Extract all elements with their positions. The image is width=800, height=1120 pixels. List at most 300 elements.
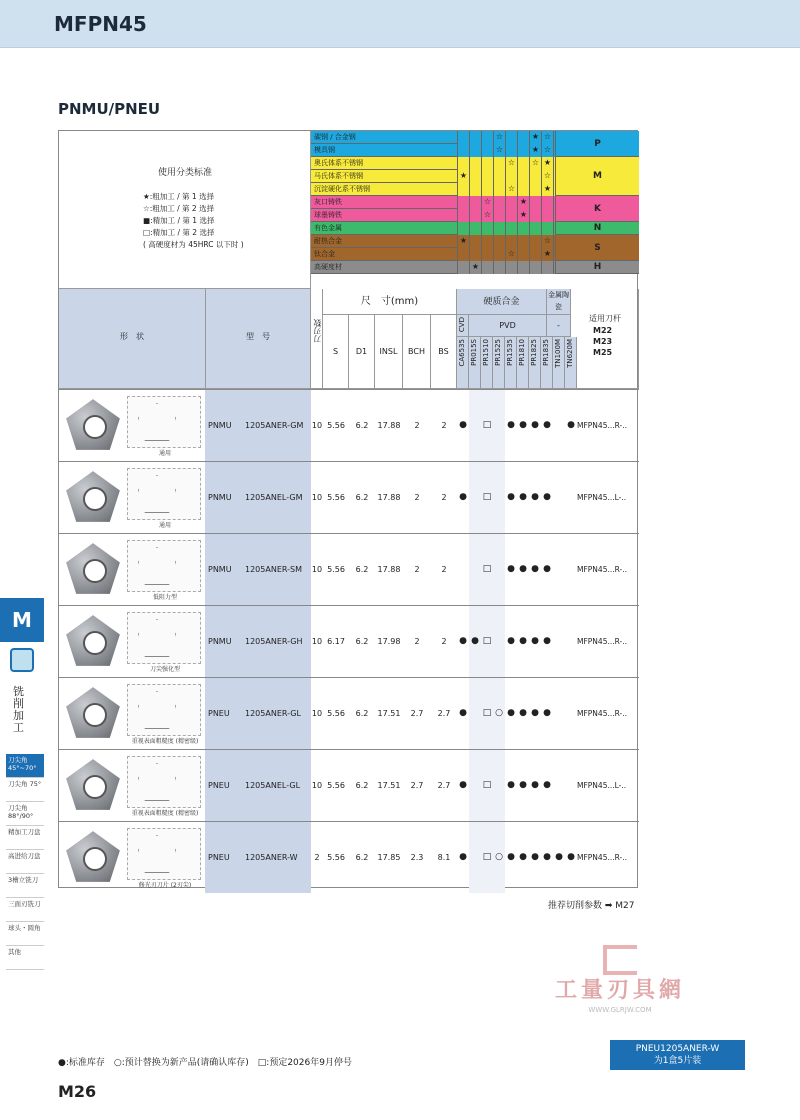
grade-col-cell bbox=[457, 337, 469, 389]
material-mark: ★ bbox=[541, 157, 553, 170]
holder-code: M22 bbox=[593, 326, 613, 335]
material-mark bbox=[493, 235, 505, 248]
nav-item[interactable]: 球头・圆角 bbox=[6, 922, 44, 946]
stock-mark bbox=[493, 534, 505, 605]
material-mark bbox=[469, 248, 481, 261]
material-row: 球墨铸铁 bbox=[311, 209, 457, 222]
table-row bbox=[59, 749, 639, 821]
stock-mark: ● bbox=[531, 708, 539, 718]
nav-item[interactable]: 刀尖角 88°/90° bbox=[6, 802, 44, 826]
dim-value: 6.17 bbox=[327, 637, 345, 646]
col-cvd-cell bbox=[457, 315, 469, 337]
material-mark bbox=[469, 144, 481, 157]
material-mark bbox=[505, 235, 517, 248]
stock-mark bbox=[457, 534, 469, 605]
stock-mark: ● bbox=[555, 852, 563, 862]
stock-mark: ● bbox=[531, 420, 539, 430]
grade-col: PR1835 bbox=[542, 339, 550, 366]
grade-col: PR1535 bbox=[506, 339, 514, 366]
insert-photo bbox=[65, 398, 121, 452]
page-number: M26 bbox=[58, 1082, 97, 1101]
dim-value: 2 bbox=[414, 421, 420, 430]
stock-mark bbox=[493, 750, 505, 821]
material-row: 高硬度材 bbox=[311, 261, 457, 274]
insert-type: PNEU bbox=[208, 853, 230, 862]
stock-mark: ● bbox=[507, 708, 515, 718]
dim-value: 2.7 bbox=[410, 781, 424, 790]
grade-col: PR015S bbox=[470, 339, 478, 366]
stock-mark: ● bbox=[507, 780, 515, 790]
stock-mark: ● bbox=[543, 708, 551, 718]
nav-item[interactable]: 精加工刀盘 bbox=[6, 826, 44, 850]
material-mark bbox=[505, 209, 517, 222]
material-mark: ★ bbox=[541, 183, 553, 196]
dim-value: 17.51 bbox=[377, 709, 401, 718]
material-mark: ★ bbox=[529, 131, 541, 144]
material-mark bbox=[481, 144, 493, 157]
stock-mark: ● bbox=[519, 636, 527, 646]
stock-mark: □ bbox=[481, 390, 493, 461]
stock-mark bbox=[493, 606, 505, 677]
stock-mark: ● bbox=[531, 564, 539, 574]
material-mark bbox=[493, 248, 505, 261]
dim-value: 2 bbox=[441, 493, 447, 502]
material-mark bbox=[541, 196, 553, 209]
shape-caption: 刀尖强化型 bbox=[149, 666, 180, 673]
model-code: 1205ANER-W bbox=[245, 853, 298, 862]
insert-type: PNMU bbox=[208, 493, 232, 502]
material-mark bbox=[481, 235, 493, 248]
shape-caption: 通用 bbox=[158, 522, 171, 529]
material-mark: ☆ bbox=[541, 170, 553, 183]
grade-col: PR1825 bbox=[530, 339, 538, 366]
material-mark bbox=[517, 261, 529, 274]
holder-ref: MFPN45...R-.. bbox=[577, 709, 627, 718]
material-mark bbox=[493, 261, 505, 274]
logo-text: 工量刃具網 bbox=[554, 978, 685, 1003]
dim-value: 2 bbox=[441, 565, 447, 574]
material-mark: ★ bbox=[529, 144, 541, 157]
material-mark bbox=[469, 196, 481, 209]
material-mark bbox=[529, 261, 541, 274]
material-mark bbox=[481, 248, 493, 261]
dim-value: 6.2 bbox=[355, 709, 369, 718]
material-mark: ☆ bbox=[541, 131, 553, 144]
stock-mark: ● bbox=[519, 564, 527, 574]
material-mark bbox=[493, 196, 505, 209]
shape-caption: 修光刃刀片 (2刃尖) bbox=[138, 882, 192, 889]
insert-photo bbox=[65, 758, 121, 812]
logo-url: WWW.GLRJW.COM bbox=[588, 1006, 652, 1014]
nav-item[interactable]: 高进给刀盘 bbox=[6, 850, 44, 874]
stock-mark: □ bbox=[481, 822, 493, 893]
grade-col: CA6535 bbox=[458, 339, 466, 367]
stock-mark: ● bbox=[531, 636, 539, 646]
material-mark: ★ bbox=[457, 170, 469, 183]
material-row: 奥氏体系不锈钢 bbox=[311, 157, 457, 170]
table-row bbox=[59, 677, 639, 749]
stock-mark bbox=[493, 462, 505, 533]
stock-mark: □ bbox=[481, 678, 493, 749]
nav-item[interactable]: 3槽立铣刀 bbox=[6, 874, 44, 898]
nav-item[interactable]: 其他 bbox=[6, 946, 44, 970]
material-mark: ★ bbox=[457, 235, 469, 248]
material-mark bbox=[517, 144, 529, 157]
nav-item[interactable]: 三面刃铣刀 bbox=[6, 898, 44, 922]
model-code: 1205ANER-GH bbox=[245, 637, 303, 646]
insert-type: PNEU bbox=[208, 781, 230, 790]
shape-caption: 重视表面粗糙度 (精密级) bbox=[131, 810, 199, 817]
material-mark bbox=[457, 131, 469, 144]
material-mark bbox=[481, 170, 493, 183]
material-mark: ★ bbox=[469, 261, 481, 274]
dim-value: 2.3 bbox=[410, 853, 424, 862]
stock-mark: ● bbox=[543, 852, 551, 862]
material-mark bbox=[517, 170, 529, 183]
material-mark: ☆ bbox=[529, 157, 541, 170]
spec-table bbox=[58, 130, 638, 888]
dim-value: 6.2 bbox=[355, 565, 369, 574]
table-row bbox=[59, 605, 639, 677]
shape-caption: 低阻力型 bbox=[152, 594, 177, 601]
col-dims: 尺 寸(mm) bbox=[323, 289, 457, 315]
stock-mark: ● bbox=[459, 852, 467, 862]
stock-mark: ● bbox=[567, 852, 575, 862]
material-mark: ☆ bbox=[505, 183, 517, 196]
section-tab-m[interactable]: M bbox=[0, 598, 44, 642]
material-mark bbox=[469, 157, 481, 170]
material-mark bbox=[517, 235, 529, 248]
col-dash: - bbox=[547, 315, 571, 337]
dim-value: 17.51 bbox=[377, 781, 401, 790]
insert-type: PNEU bbox=[208, 709, 230, 718]
material-mark bbox=[469, 131, 481, 144]
dim-col: D1 bbox=[349, 315, 375, 389]
stock-mark: ● bbox=[507, 420, 515, 430]
group-S: S bbox=[555, 235, 639, 261]
dim-value: 17.98 bbox=[377, 637, 401, 646]
insert-drawing bbox=[127, 468, 201, 520]
material-mark: ☆ bbox=[481, 209, 493, 222]
stock-mark: ○ bbox=[493, 678, 505, 749]
grade-col-cell bbox=[505, 337, 517, 389]
dim-value: 2.7 bbox=[437, 781, 451, 790]
logo-mark bbox=[603, 945, 637, 975]
col-teeth-cell bbox=[311, 289, 323, 389]
insert-drawing bbox=[127, 396, 201, 448]
milling-icon bbox=[10, 648, 34, 672]
holder-list bbox=[593, 325, 612, 358]
stock-mark: ● bbox=[531, 780, 539, 790]
stock-mark: ● bbox=[543, 420, 551, 430]
material-mark: ☆ bbox=[505, 157, 517, 170]
model-code: 1205ANEL-GM bbox=[245, 493, 303, 502]
legend-box bbox=[59, 131, 311, 289]
stock-mark bbox=[553, 678, 565, 749]
dim-value: 5.56 bbox=[327, 565, 345, 574]
model-code: 1205ANER-GL bbox=[245, 709, 301, 718]
grade-col-cell bbox=[517, 337, 529, 389]
stock-mark bbox=[469, 534, 481, 605]
material-row: 灰口铸铁 bbox=[311, 196, 457, 209]
stock-mark bbox=[469, 750, 481, 821]
cutting-ref-link[interactable]: 推荐切削参数 ➡ M27 bbox=[548, 901, 635, 911]
insert-drawing bbox=[127, 612, 201, 664]
table-row bbox=[59, 533, 639, 605]
stock-mark: □ bbox=[481, 534, 493, 605]
material-mark bbox=[493, 209, 505, 222]
stock-mark: ● bbox=[459, 636, 467, 646]
model-code: 1205ANER-SM bbox=[245, 565, 302, 574]
group-H: H bbox=[555, 261, 639, 274]
holder-code: M23 bbox=[593, 337, 613, 346]
material-mark bbox=[457, 222, 469, 235]
footnote-legend: ●:标准库存 ○:预计替换为新产品(请确认库存) □:预定2026年9月停号 bbox=[58, 1058, 352, 1068]
insert-photo bbox=[65, 614, 121, 668]
stock-mark: ● bbox=[543, 564, 551, 574]
material-row: 沉淀硬化系不锈钢 bbox=[311, 183, 457, 196]
material-mark: ☆ bbox=[481, 196, 493, 209]
dim-col: BS bbox=[431, 315, 457, 389]
material-mark bbox=[457, 157, 469, 170]
dim-col: S bbox=[323, 315, 349, 389]
material-mark: ☆ bbox=[493, 144, 505, 157]
dim-value: 6.2 bbox=[355, 421, 369, 430]
material-mark: ★ bbox=[517, 209, 529, 222]
material-mark bbox=[529, 209, 541, 222]
dim-value: 10 bbox=[311, 421, 323, 430]
stock-mark bbox=[493, 390, 505, 461]
material-mark: ☆ bbox=[505, 248, 517, 261]
group-M: M bbox=[555, 157, 639, 196]
stock-mark: ● bbox=[507, 564, 515, 574]
insert-type: PNMU bbox=[208, 421, 232, 430]
nav-item[interactable]: 刀尖角 45°~70° bbox=[6, 754, 44, 778]
material-mark: ★ bbox=[517, 196, 529, 209]
dim-value: 2.7 bbox=[410, 709, 424, 718]
insert-photo bbox=[65, 542, 121, 596]
stock-mark: ● bbox=[519, 852, 527, 862]
model-code: 1205ANEL-GL bbox=[245, 781, 301, 790]
material-mark bbox=[457, 196, 469, 209]
material-mark bbox=[529, 222, 541, 235]
material-row: 钛合金 bbox=[311, 248, 457, 261]
material-mark bbox=[469, 183, 481, 196]
material-row: 碳钢 / 合金钢 bbox=[311, 131, 457, 144]
table-row bbox=[59, 389, 639, 461]
dim-value: 17.88 bbox=[377, 565, 401, 574]
material-mark bbox=[505, 170, 517, 183]
material-mark bbox=[529, 196, 541, 209]
page-title: MFPN45 bbox=[54, 12, 147, 36]
material-mark bbox=[529, 235, 541, 248]
material-mark bbox=[505, 261, 517, 274]
col-cvd: CVD bbox=[458, 317, 466, 333]
material-mark bbox=[469, 170, 481, 183]
stock-mark: ● bbox=[519, 708, 527, 718]
stock-mark: ● bbox=[543, 780, 551, 790]
dim-value: 2 bbox=[414, 565, 420, 574]
legend-line: ★:粗加工 / 第 1 选择 bbox=[143, 192, 215, 201]
material-row: 有色金属 bbox=[311, 222, 457, 235]
dim-col: BCH bbox=[403, 315, 431, 389]
stock-mark: □ bbox=[481, 462, 493, 533]
table-row bbox=[59, 461, 639, 533]
dim-value: 5.56 bbox=[327, 853, 345, 862]
stock-mark: ● bbox=[507, 852, 515, 862]
material-mark: ☆ bbox=[541, 144, 553, 157]
pack-note-qty: 为1盒5片装 bbox=[653, 1056, 702, 1066]
dim-value: 10 bbox=[311, 781, 323, 790]
legend-line: ( 高硬度材为 45HRC 以下时 ) bbox=[143, 240, 244, 249]
legend-line: □:精加工 / 第 2 选择 bbox=[143, 228, 215, 237]
model-code: 1205ANER-GM bbox=[245, 421, 304, 430]
stock-mark: ● bbox=[459, 420, 467, 430]
dim-value: 2 bbox=[414, 493, 420, 502]
stock-mark: ● bbox=[543, 636, 551, 646]
dim-value: 5.56 bbox=[327, 421, 345, 430]
stock-mark: ● bbox=[459, 708, 467, 718]
holder-ref: MFPN45...R-.. bbox=[577, 853, 627, 862]
page-header bbox=[0, 0, 800, 48]
material-row: 耐热合金 bbox=[311, 235, 457, 248]
material-mark bbox=[493, 183, 505, 196]
holder-ref: MFPN45...R-.. bbox=[577, 421, 627, 430]
series-subtitle: PNMU/PNEU bbox=[58, 100, 161, 118]
shape-caption: 通用 bbox=[158, 450, 171, 457]
legend-line: ☆:粗加工 / 第 2 选择 bbox=[143, 204, 215, 213]
dim-value: 2 bbox=[441, 637, 447, 646]
material-mark bbox=[457, 248, 469, 261]
table-row bbox=[59, 821, 639, 893]
stock-mark: ○ bbox=[493, 822, 505, 893]
material-mark bbox=[517, 131, 529, 144]
material-mark bbox=[457, 183, 469, 196]
insert-photo bbox=[65, 830, 121, 884]
insert-drawing bbox=[127, 756, 201, 808]
stock-mark: ● bbox=[459, 780, 467, 790]
insert-drawing bbox=[127, 540, 201, 592]
stock-mark: ● bbox=[519, 780, 527, 790]
material-mark bbox=[541, 222, 553, 235]
insert-type: PNMU bbox=[208, 637, 232, 646]
material-row: 模具钢 bbox=[311, 144, 457, 157]
holder-ref: MFPN45...R-.. bbox=[577, 565, 627, 574]
insert-type: PNMU bbox=[208, 565, 232, 574]
dim-value: 5.56 bbox=[327, 709, 345, 718]
grade-col: PR1510 bbox=[482, 339, 490, 366]
stock-mark: ● bbox=[567, 420, 575, 430]
dim-value: 5.56 bbox=[327, 781, 345, 790]
dim-value: 17.88 bbox=[377, 421, 401, 430]
grade-col-cell bbox=[553, 337, 565, 389]
material-mark bbox=[469, 235, 481, 248]
stock-mark: ● bbox=[507, 492, 515, 502]
material-mark bbox=[481, 131, 493, 144]
dim-value: 6.2 bbox=[355, 781, 369, 790]
col-carbide: 硬质合金 bbox=[457, 289, 547, 315]
material-mark bbox=[469, 209, 481, 222]
material-mark bbox=[517, 157, 529, 170]
material-mark bbox=[529, 183, 541, 196]
stock-mark: ● bbox=[469, 606, 481, 677]
grade-col: PR1810 bbox=[518, 339, 526, 366]
legend-title: 使用分类标准 bbox=[157, 168, 212, 178]
material-mark bbox=[505, 196, 517, 209]
dim-col: INSL bbox=[375, 315, 403, 389]
dim-value: 17.85 bbox=[377, 853, 401, 862]
material-mark bbox=[469, 222, 481, 235]
dim-value: 6.2 bbox=[355, 493, 369, 502]
grade-col-cell bbox=[493, 337, 505, 389]
dim-value: 6.2 bbox=[355, 637, 369, 646]
dim-value: 6.2 bbox=[355, 853, 369, 862]
grade-col-cell bbox=[481, 337, 493, 389]
material-mark bbox=[481, 183, 493, 196]
stock-mark bbox=[553, 750, 565, 821]
col-shape: 形 状 bbox=[120, 332, 144, 341]
stock-mark bbox=[553, 390, 565, 461]
stock-mark: ● bbox=[507, 636, 515, 646]
stock-mark bbox=[553, 606, 565, 677]
material-mark: ★ bbox=[541, 248, 553, 261]
stock-mark: □ bbox=[481, 750, 493, 821]
grade-col-cell bbox=[529, 337, 541, 389]
material-mark bbox=[517, 248, 529, 261]
legend-lines bbox=[143, 191, 244, 251]
dim-value: 10 bbox=[311, 637, 323, 646]
legend-line: ■:精加工 / 第 1 选择 bbox=[143, 216, 215, 225]
holder-ref: MFPN45...L-.. bbox=[577, 493, 627, 502]
material-mark bbox=[517, 222, 529, 235]
material-mark bbox=[505, 222, 517, 235]
material-mark bbox=[517, 183, 529, 196]
material-mark bbox=[505, 131, 517, 144]
material-mark bbox=[529, 170, 541, 183]
holder-label: 适用刀杆 bbox=[589, 314, 621, 323]
grade-col: PR1525 bbox=[494, 339, 502, 366]
stock-mark: ● bbox=[531, 852, 539, 862]
section-title: 铣削加工 bbox=[13, 685, 24, 734]
grade-col-cell bbox=[469, 337, 481, 389]
holder-ref: MFPN45...L-.. bbox=[577, 781, 627, 790]
stock-mark: ● bbox=[519, 420, 527, 430]
material-mark bbox=[505, 144, 517, 157]
stock-mark bbox=[553, 462, 565, 533]
material-mark bbox=[541, 209, 553, 222]
stock-mark bbox=[469, 678, 481, 749]
group-N: N bbox=[555, 222, 639, 235]
dim-value: 2 bbox=[414, 637, 420, 646]
stock-mark bbox=[469, 822, 481, 893]
group-K: K bbox=[555, 196, 639, 222]
grade-col: TN100M bbox=[554, 339, 562, 368]
grade-col: TN620M bbox=[566, 339, 574, 368]
dim-value: 10 bbox=[311, 493, 323, 502]
material-mark bbox=[457, 209, 469, 222]
material-row: 马氏体系不锈钢 bbox=[311, 170, 457, 183]
material-mark: ☆ bbox=[493, 131, 505, 144]
dim-value: 2 bbox=[441, 421, 447, 430]
watermark-logo bbox=[545, 945, 695, 1014]
col-model: 型 号 bbox=[246, 332, 270, 341]
material-mark bbox=[541, 261, 553, 274]
nav-item[interactable]: 刀尖角 75° bbox=[6, 778, 44, 802]
dim-value: 10 bbox=[311, 709, 323, 718]
insert-drawing bbox=[127, 828, 201, 880]
holder-code: M25 bbox=[593, 348, 613, 357]
stock-mark bbox=[553, 534, 565, 605]
